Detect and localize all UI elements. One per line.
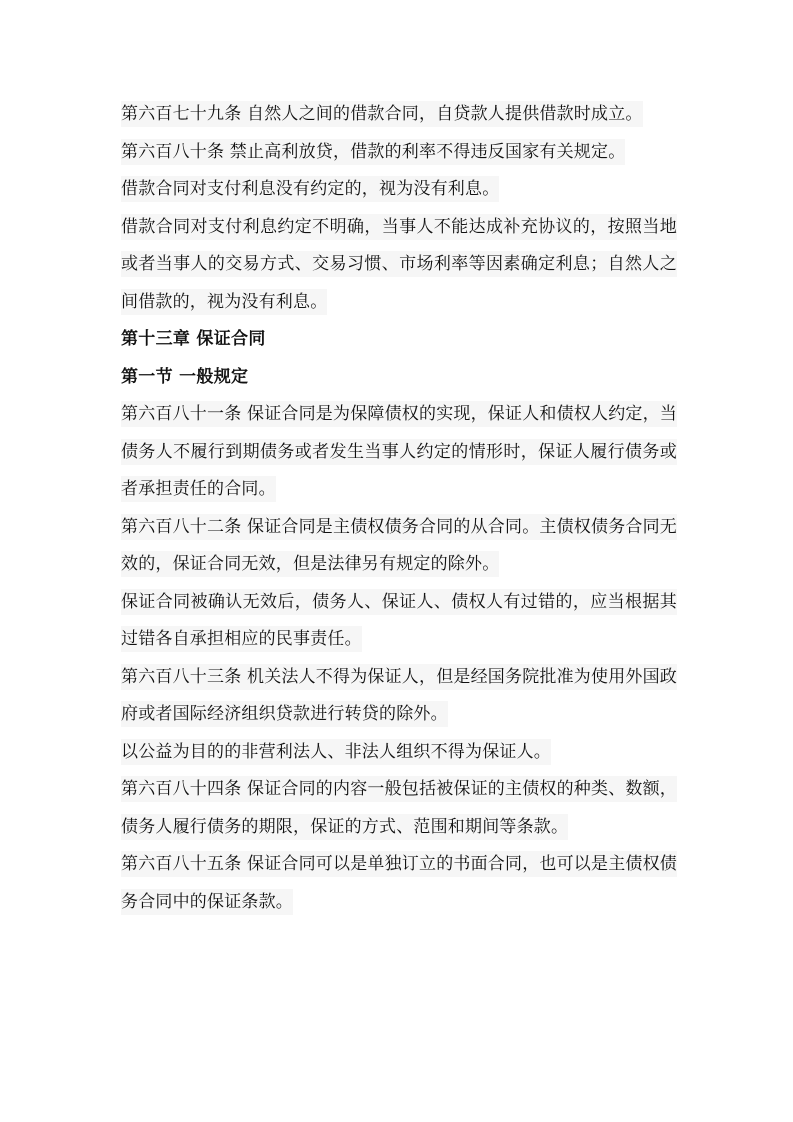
article-680-para-2: [121, 171, 677, 209]
article-683-para-2-text: 以公益为目的的非营利法人、非法人组织不得为保证人。: [121, 739, 551, 765]
article-685: [121, 846, 677, 921]
document-page: [121, 96, 677, 921]
article-682-para-2-text: 保证合同被确认无效后，债务人、保证人、债权人有过错的，应当根据其过错各自承担相应的民事责任。: [121, 589, 677, 653]
article-681-text: 第六百八十一条 保证合同是为保障债权的实现，保证人和债权人约定，当债务人不履行到期债务或者发生当事人约定的情形时，保证人履行债务或者承担责任的合同。: [121, 401, 677, 502]
article-680-para-3-text: 借款合同对支付利息约定不明确，当事人不能达成补充协议的，按照当地或者当事人的交易方式、交易习惯、市场利率等因素确定利息；自然人之间借款的，视为没有利息。: [121, 214, 677, 315]
article-680-para-3: [121, 209, 677, 322]
article-680-para-2-text: 借款合同对支付利息没有约定的，视为没有利息。: [121, 176, 499, 202]
article-682: [121, 509, 677, 584]
article-679: [121, 96, 677, 134]
section-heading: 第一节 一般规定: [121, 366, 249, 387]
article-683-para-2: [121, 734, 677, 772]
article-682-text: 第六百八十二条 保证合同是主债权债务合同的从合同。主债权债务合同无效的，保证合同无效，但是法律另有规定的除外。: [121, 514, 677, 578]
article-681: [121, 396, 677, 509]
article-679-text: 第六百七十九条 自然人之间的借款合同，自贷款人提供借款时成立。: [121, 101, 643, 127]
article-684: [121, 771, 677, 846]
article-680-text: 第六百八十条 禁止高利放贷，借款的利率不得违反国家有关规定。: [121, 139, 625, 165]
article-683-text: 第六百八十三条 机关法人不得为保证人，但是经国务院批准为使用外国政府或者国际经济组织贷款进行转贷的除外。: [121, 664, 677, 728]
article-685-text: 第六百八十五条 保证合同可以是单独订立的书面合同，也可以是主债权债务合同中的保证条款。: [121, 851, 677, 915]
chapter-heading: 第十三章 保证合同: [121, 329, 266, 349]
article-684-text: 第六百八十四条 保证合同的内容一般包括被保证的主债权的种类、数额，债务人履行债务的期限，保证的方式、范围和期间等条款。: [121, 776, 677, 840]
article-682-para-2: [121, 584, 677, 659]
article-683: [121, 659, 677, 734]
article-680: [121, 134, 677, 172]
